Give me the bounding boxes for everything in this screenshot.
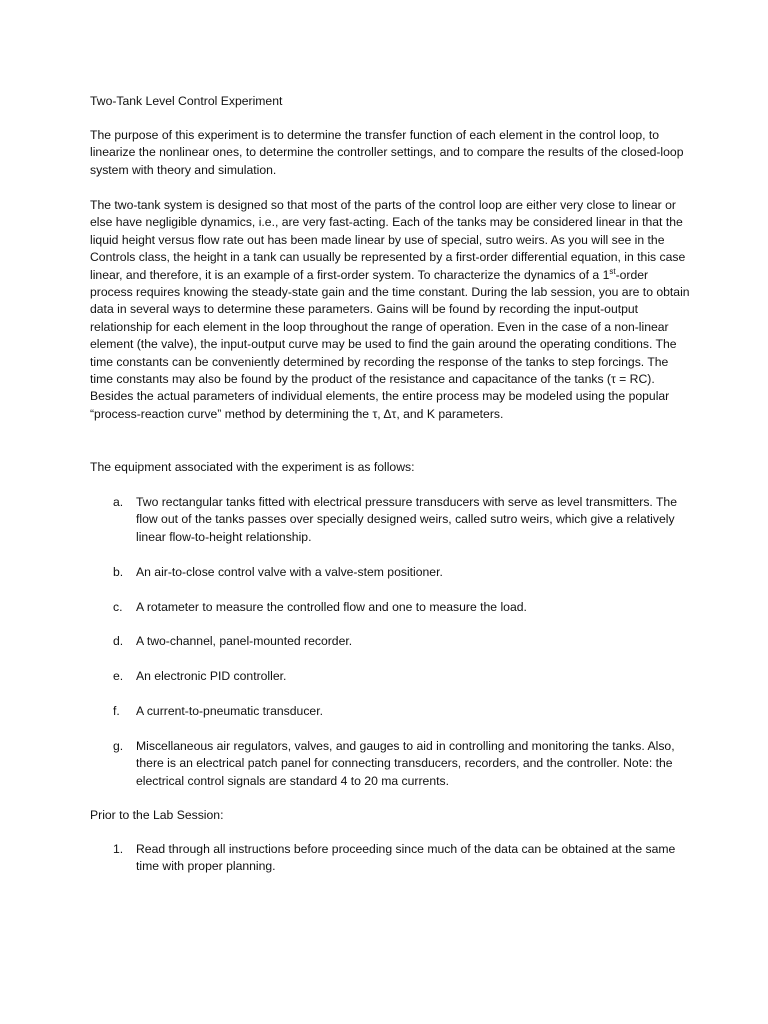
list-item xyxy=(90,738,690,790)
list-item-text: Two rectangular tanks fitted with electrical pressure transducers with serve as level transmitters. The flow out of the tanks passes over specially designed weirs, called sutro weirs, which give a relatively linear flow-to-height relationship. xyxy=(136,495,677,544)
design-paragraph xyxy=(90,197,690,423)
list-marker: e. xyxy=(113,669,124,683)
design-text-part2: -order process requires knowing the steady-state gain and the time constant. During the lab session, you are to obtain data in several ways to determine these parameters. Gains will be found by recording the input-output relationship for each element in the loop throughout the range of operation. Even in the case of a non-linear element (the valve), the input-output curve may be used to find the gain around the operating conditions. The time constants can be conveniently determined by recording the response of the tanks to step forcings. The time constants may also be found by the product of the resistance and capacitance of the tanks (τ = RC). Besides the actual parameters of individual elements, the entire process may be modeled using the popular “process-reaction curve” method by determining the τ, Δτ, and K parameters. xyxy=(90,267,690,421)
list-item-text: Miscellaneous air regulators, valves, and gauges to aid in controlling and monitoring the tanks. Also, there is an electrical patch panel for connecting transducers, recorders, and the controller. Note: the electrical control signals are standard 4 to 20 ma currents. xyxy=(136,739,675,788)
ordinal-superscript: st xyxy=(609,266,616,276)
list-item xyxy=(90,633,690,650)
list-item xyxy=(90,703,690,720)
list-marker: d. xyxy=(113,634,124,648)
list-item-text: A current-to-pneumatic transducer. xyxy=(136,704,323,718)
list-item-text: Read through all instructions before proceeding since much of the data can be obtained at the same time with proper planning. xyxy=(136,842,676,874)
document-title: Two-Tank Level Control Experiment xyxy=(90,94,283,108)
list-item xyxy=(90,668,690,685)
list-item xyxy=(90,564,690,581)
list-item-text: An electronic PID controller. xyxy=(136,669,287,683)
list-marker: 1. xyxy=(113,842,124,856)
list-item-text: A rotameter to measure the controlled flow and one to measure the load. xyxy=(136,600,527,614)
purpose-paragraph: The purpose of this experiment is to determine the transfer function of each element in the control loop, to linearize the nonlinear ones, to determine the controller settings, and to compare the results of the closed-loop system with theory and simulation. xyxy=(90,128,684,177)
equipment-intro: The equipment associated with the experiment is as follows: xyxy=(90,460,415,474)
list-marker: b. xyxy=(113,565,124,579)
list-item-text: A two-channel, panel-mounted recorder. xyxy=(136,634,353,648)
prior-heading: Prior to the Lab Session: xyxy=(90,808,224,822)
list-marker: f. xyxy=(113,704,120,718)
list-item-text: An air-to-close control valve with a valve-stem positioner. xyxy=(136,565,443,579)
list-marker: a. xyxy=(113,495,124,509)
list-marker: c. xyxy=(113,600,123,614)
design-text-part1: The two-tank system is designed so that most of the parts of the control loop are either very close to linear or else have negligible dynamics, i.e., are very fast-acting. Each of the tanks may be considered linear in that the liquid height versus flow rate out has been made linear by use of special, sutro weirs. As you will see in the Controls class, the height in a tank can usually be represented by a first-order differential equation, in this case linear, and therefore, it is an example of a first-order system. To characterize the dynamics of a 1 xyxy=(90,198,686,282)
list-item xyxy=(90,494,690,546)
list-item xyxy=(90,599,690,616)
list-marker: g. xyxy=(113,739,124,753)
list-item xyxy=(90,841,690,876)
